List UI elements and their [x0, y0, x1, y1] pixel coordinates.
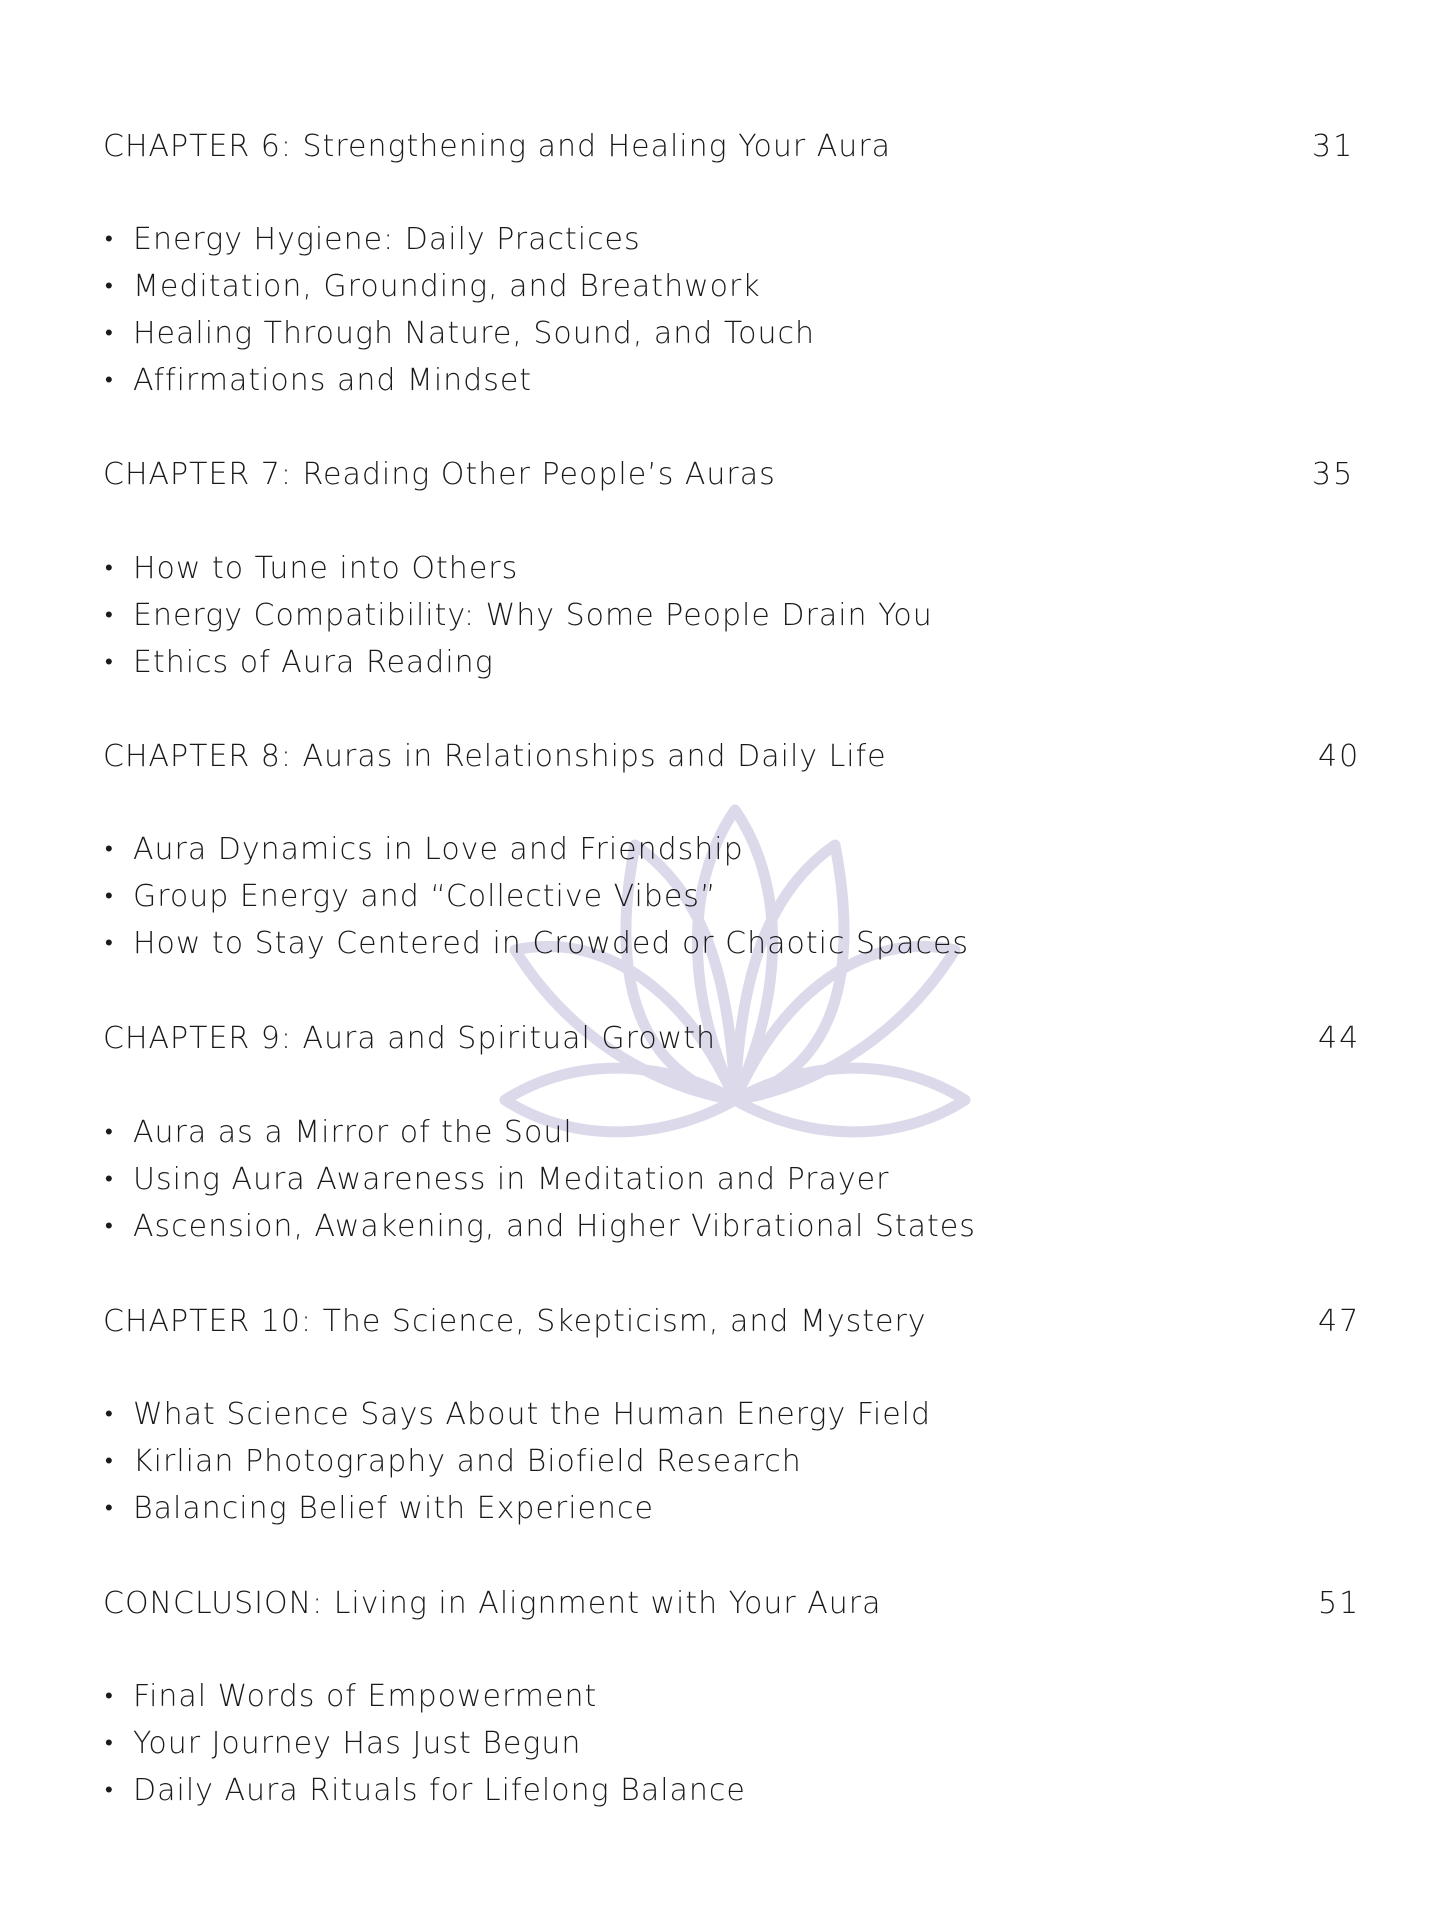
- list-item: [103, 639, 933, 686]
- topic-label: Using Aura Awareness in Meditation and Prayer: [133, 1162, 890, 1197]
- bullet-icon: •: [105, 274, 114, 299]
- bullet-icon: •: [105, 1449, 114, 1474]
- bullet-icon: •: [105, 837, 114, 862]
- topic-label: Ethics of Aura Reading: [133, 645, 494, 680]
- topic-label: Daily Aura Rituals for Lifelong Balance: [133, 1773, 746, 1808]
- chapter-9-page-number: 44: [1318, 1021, 1361, 1056]
- bullet-icon: •: [105, 1214, 114, 1239]
- list-item: [103, 1391, 931, 1438]
- topic-label: How to Stay Centered in Crowded or Chaotic Spaces: [133, 926, 970, 961]
- topic-label: Healing Through Nature, Sound, and Touch: [133, 316, 815, 351]
- chapter-10-page-number: 47: [1318, 1304, 1361, 1339]
- conclusion-page-number: 51: [1318, 1586, 1361, 1621]
- topic-label: How to Tune into Others: [133, 551, 519, 586]
- conclusion-title: CONCLUSION: Living in Alignment with Your Aura: [103, 1586, 882, 1621]
- list-item: [103, 1203, 976, 1250]
- topic-label: Balancing Belief with Experience: [133, 1491, 654, 1526]
- list-item: [103, 920, 969, 967]
- list-item: [103, 1109, 976, 1156]
- list-item: [103, 1156, 976, 1203]
- bullet-icon: •: [105, 1167, 114, 1192]
- topic-label: Energy Compatibility: Why Some People Drain You: [133, 598, 933, 633]
- chapter-10-title: CHAPTER 10: The Science, Skepticism, and Mystery: [103, 1304, 927, 1339]
- topic-label: Aura as a Mirror of the Soul: [133, 1115, 573, 1150]
- bullet-icon: •: [105, 1731, 114, 1756]
- list-item: [103, 592, 933, 639]
- list-item: [103, 216, 815, 263]
- list-item: [103, 1673, 746, 1720]
- chapter-7-page-number: 35: [1312, 457, 1355, 492]
- bullet-icon: •: [105, 1402, 114, 1427]
- bullet-icon: •: [105, 650, 114, 675]
- bullet-icon: •: [105, 884, 114, 909]
- list-item: [103, 310, 815, 357]
- chapter-6-topic-list: [103, 216, 815, 404]
- bullet-icon: •: [105, 1120, 114, 1145]
- chapter-9-topic-list: [103, 1109, 976, 1250]
- bullet-icon: •: [105, 1496, 114, 1521]
- topic-label: Final Words of Empowerment: [133, 1679, 598, 1714]
- chapter-6-page-number: 31: [1312, 129, 1355, 164]
- list-item: [103, 545, 933, 592]
- topic-label: Affirmations and Mindset: [133, 363, 533, 398]
- bullet-icon: •: [105, 1684, 114, 1709]
- topic-label: Energy Hygiene: Daily Practices: [133, 222, 641, 257]
- chapter-10-topic-list: [103, 1391, 931, 1532]
- list-item: [103, 873, 969, 920]
- chapter-7-topic-list: [103, 545, 933, 686]
- list-item: [103, 263, 815, 310]
- chapter-9-title: CHAPTER 9: Aura and Spiritual Growth: [103, 1021, 716, 1056]
- list-item: [103, 826, 969, 873]
- bullet-icon: •: [105, 368, 114, 393]
- bullet-icon: •: [105, 321, 114, 346]
- topic-label: Aura Dynamics in Love and Friendship: [133, 832, 744, 867]
- list-item: [103, 1438, 931, 1485]
- bullet-icon: •: [105, 556, 114, 581]
- topic-label: What Science Says About the Human Energy Field: [133, 1397, 932, 1432]
- list-item: [103, 1767, 746, 1814]
- list-item: [103, 1485, 931, 1532]
- topic-label: Kirlian Photography and Biofield Research: [133, 1444, 802, 1479]
- chapter-8-topic-list: [103, 826, 969, 967]
- conclusion-topic-list: [103, 1673, 746, 1814]
- bullet-icon: •: [105, 1778, 114, 1803]
- topic-label: Meditation, Grounding, and Breathwork: [133, 269, 761, 304]
- list-item: [103, 1720, 746, 1767]
- topic-label: Group Energy and “Collective Vibes”: [133, 879, 717, 914]
- topic-label: Ascension, Awakening, and Higher Vibrational States: [133, 1209, 976, 1244]
- chapter-8-title: CHAPTER 8: Auras in Relationships and Daily Life: [103, 739, 887, 774]
- bullet-icon: •: [105, 603, 114, 628]
- topic-label: Your Journey Has Just Begun: [133, 1726, 582, 1761]
- chapter-7-title: CHAPTER 7: Reading Other People’s Auras: [103, 457, 776, 492]
- chapter-8-page-number: 40: [1318, 739, 1361, 774]
- list-item: [103, 357, 815, 404]
- chapter-6-title: CHAPTER 6: Strengthening and Healing Your Aura: [103, 129, 892, 164]
- bullet-icon: •: [105, 931, 114, 956]
- bullet-icon: •: [105, 227, 114, 252]
